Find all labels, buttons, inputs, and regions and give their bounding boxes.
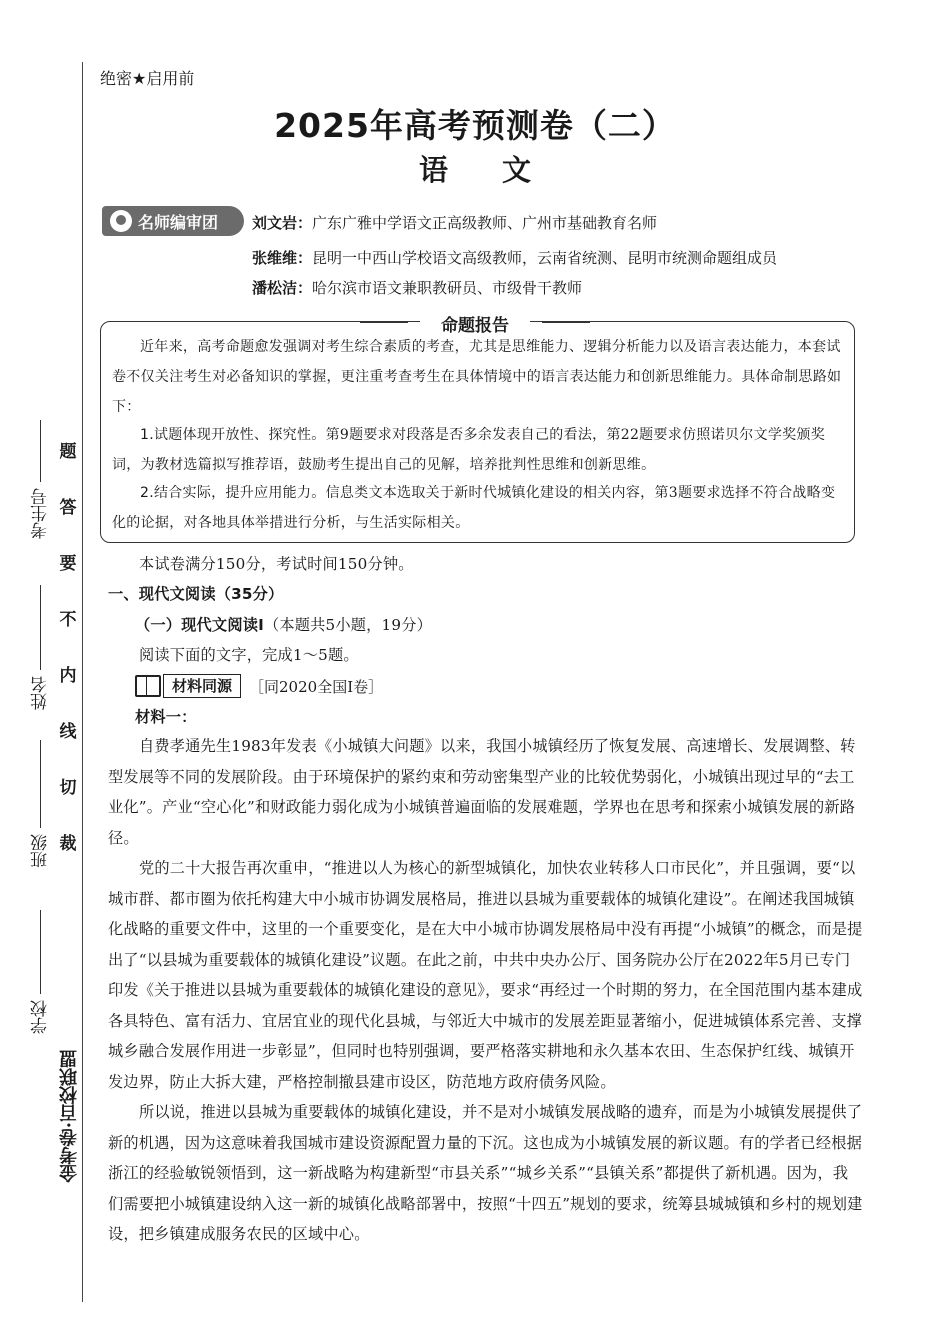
seal-char-yao: 要 — [59, 554, 77, 574]
seal-char-xian: 线 — [59, 722, 77, 742]
teacher-icon — [110, 210, 132, 232]
report-title-rule-left — [360, 322, 408, 323]
name-label: 姓名 — [31, 676, 51, 710]
alliance-label: 金考卷·百校联盟 — [59, 1050, 80, 1183]
part-heading-note: （本题共5小题，19分） — [263, 616, 433, 634]
report-intro: 近年来，高考命题愈发强调对考生综合素质的考查，尤其是思维能力、逻辑分析能力以及语言表达能力，本套试卷不仅关注考生对必备知识的掌握，更注重考查考生在具体情境中的语言表达能力和创新思维能力。具体命制思路如下： — [112, 339, 842, 415]
expert-name: 潘松洁： — [252, 279, 313, 297]
source-note: ［同2020全国Ⅰ卷］ — [249, 677, 384, 696]
seal-char-da: 答 — [59, 498, 77, 518]
confidential-label: 绝密★启用前 — [100, 69, 195, 88]
seal-char-cai: 裁 — [59, 834, 77, 854]
report-title-rule-right — [542, 322, 590, 323]
passage-paragraph-1: 自费孝通先生1983年发表《小城镇大问题》以来，我国小城镇经历了恢复发展、高速增长、发展调整、转型发展等不同的发展阶段。由于环境保护的紧约束和劳动密集型产业的比较优势弱化，小城镇出现过早的“去工业化”。产业“空心化”和财政能力弱化成为小城镇普遍面临的发展难题，学界也在思考和探索小城镇发展的新路径。 — [108, 737, 856, 847]
expert-line — [252, 247, 777, 268]
seal-char-nei: 内 — [59, 666, 77, 686]
part-heading — [135, 610, 890, 641]
name-blank[interactable] — [40, 585, 41, 670]
report-point-2-body: 信息类文本选取关于新时代城镇化建设的相关内容，第3题要求选择不符合战略变化的论据，对各地具体举措进行分析，与生活实际相关。 — [112, 485, 836, 531]
exam-info: 本试卷满分150分，考试时间150分钟。 — [139, 555, 414, 573]
expert-name: 刘文岩： — [252, 214, 313, 232]
passage-paragraph-3: 所以说，推进以县城为重要载体的城镇化建设，并不是对小城镇发展战略的遗弃，而是为小城镇发展提供了新的机遇，因为这意味着我国城市建设资源配置力量的下沉。这也成为小城镇发展的新议题。有的学者已经根据浙江的经验敏锐领悟到，这一新战略为构建新型“市县关系”“城乡关系”“县镇关系”都提供了新机遇。因为，我们需要把小城镇建设纳入这一新的城镇化战略部署中，按照“十四五”规划的要求，统筹县城城镇和乡村的规划建设，把乡镇建成服务农民的区域中心。 — [108, 1103, 863, 1243]
source-label: 材料同源 — [163, 674, 241, 698]
report-point-2-head: 2.结合实际，提升应用能力。 — [140, 485, 326, 501]
report-point-1-body: 第9题要求对段落是否多余发表自己的看法，第22题要求仿照诺贝尔文学奖颁奖词，为教材选篇拟写推荐语，鼓励考生提出自己的见解，培养批判性思维和创新思维。 — [112, 427, 826, 473]
expert-desc: 哈尔滨市语文兼职教研员、市级骨干教师 — [312, 279, 583, 297]
passage-paragraph-2: 党的二十大报告再次重申，“推进以人为核心的新型城镇化，加快农业转移人口市民化”，并且强调，要“以城市群、都市圈为依托构建大中小城市协调发展格局，推进以县城为重要载体的城镇化建设”。在阐述我国城镇化战略的重要文件中，这里的一个重要变化，是在大中小城市协调发展格局中没有再提“小城镇”的概念，而是提出了“以县城为重要载体的城镇化建设”议题。在此之前，中共中央办公厅、国务院办公厅在2022年5月已专门印发《关于推进以县城为重要载体的城镇化建设的意见》，要求“再经过一个时期的努力，在全国范围内基本建成各具特色、富有活力、宜居宜业的现代化县城，与邻近大中城市的发展差距显著缩小，促进城镇体系完善、支撑城乡融合发展作用进一步彰显”，但同时也特别强调，要严格落实耕地和永久基本农田、生态保护红线、城镇开发边界，防止大拆大建，严格控制撤县建市设区，防范地方政府债务风险。 — [108, 859, 863, 1091]
book-icon — [135, 675, 161, 697]
part-heading-title: （一）现代文阅读Ⅰ — [135, 616, 264, 634]
student-id-label: 考生号 — [31, 488, 51, 539]
report-point-2 — [112, 478, 847, 538]
page-title: 2025年高考预测卷（二） — [274, 106, 676, 145]
report-title: 命题报告 — [420, 311, 530, 336]
subject-title: 语 文 — [418, 153, 554, 187]
expert-name: 张维维： — [252, 249, 313, 267]
source-tag — [135, 674, 383, 698]
school-blank[interactable] — [40, 910, 41, 994]
class-blank[interactable] — [40, 740, 41, 828]
expert-badge — [102, 206, 244, 236]
seal-char-qie: 切 — [59, 778, 77, 798]
expert-badge-label: 名师编审团 — [138, 212, 219, 232]
expert-desc: 广东广雅中学语文正高级教师、广州市基础教育名师 — [312, 214, 658, 232]
section-heading: 一、现代文阅读（35分） — [108, 585, 284, 603]
expert-line — [252, 212, 657, 233]
school-label: 学校 — [31, 1000, 51, 1034]
seal-char-bu: 不 — [59, 610, 77, 630]
student-id-blank[interactable] — [40, 420, 41, 482]
report-point-1 — [112, 420, 847, 480]
class-label: 班级 — [31, 834, 51, 868]
expert-desc: 昆明一中西山学校语文高级教师，云南省统测、昆明市统测命题组成员 — [312, 249, 778, 267]
report-point-1-head: 1.试题体现开放性、探究性。 — [140, 427, 326, 443]
seal-char-ti: 题 — [59, 442, 77, 462]
material-label: 材料一： — [135, 708, 197, 726]
reading-instruction: 阅读下面的文字，完成1～5题。 — [139, 646, 359, 664]
expert-line — [252, 277, 582, 298]
